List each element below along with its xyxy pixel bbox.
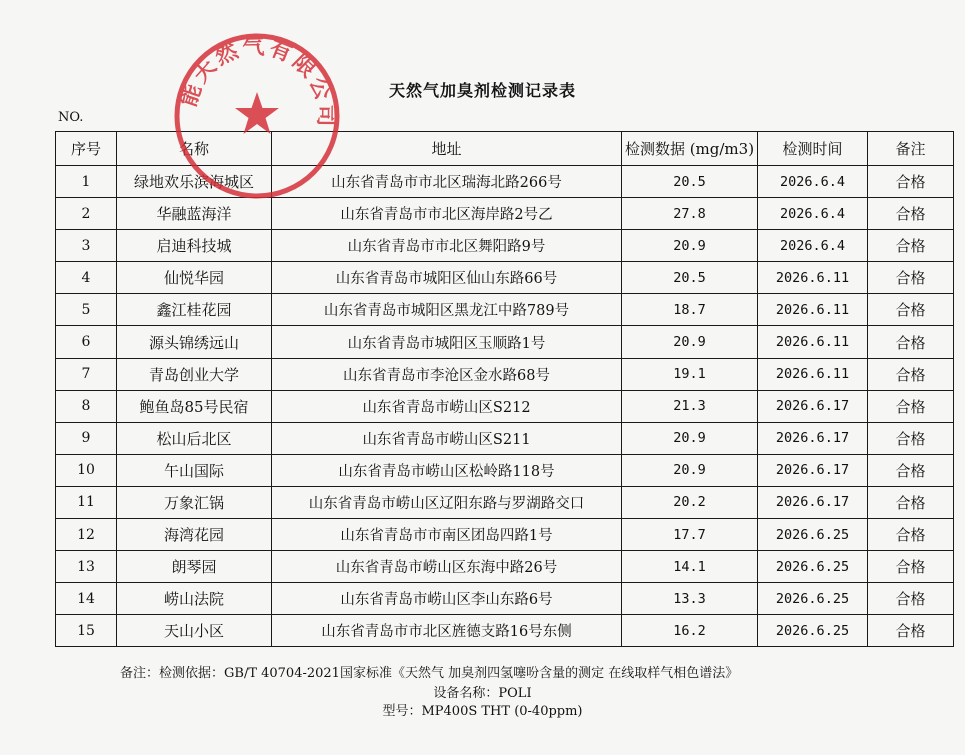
- cell-seq: 8: [56, 390, 117, 422]
- cell-address: 山东省青岛市崂山区S211: [272, 422, 622, 454]
- cell-note: 合格: [868, 326, 954, 358]
- cell-value: 20.9: [622, 454, 758, 486]
- footer-device-name: 设备名称：POLI: [433, 686, 532, 701]
- cell-name: 鲍鱼岛85号民宿: [117, 390, 272, 422]
- cell-time: 2026.6.25: [758, 583, 868, 615]
- cell-name: 青岛创业大学: [117, 358, 272, 390]
- cell-value: 19.1: [622, 358, 758, 390]
- table-row: [56, 422, 954, 454]
- cell-note: 合格: [868, 294, 954, 326]
- table-row: [56, 230, 954, 262]
- cell-time: 2026.6.4: [758, 166, 868, 198]
- cell-seq: 4: [56, 262, 117, 294]
- cell-time: 2026.6.17: [758, 390, 868, 422]
- svg-text:能天然气有限公司: 能天然气有限公司: [175, 33, 340, 130]
- table-row: [56, 583, 954, 615]
- cell-address: 山东省青岛市市北区海岸路2号乙: [272, 198, 622, 230]
- table-row: [56, 486, 954, 518]
- detection-record-table: [55, 131, 954, 647]
- cell-seq: 13: [56, 551, 117, 583]
- cell-value: 16.2: [622, 615, 758, 647]
- header-name: 名称: [117, 132, 272, 166]
- table-row: [56, 615, 954, 647]
- cell-time: 2026.6.11: [758, 326, 868, 358]
- cell-note: 合格: [868, 551, 954, 583]
- cell-address: 山东省青岛市城阳区仙山东路66号: [272, 262, 622, 294]
- table-row: [56, 166, 954, 198]
- cell-seq: 9: [56, 422, 117, 454]
- cell-seq: 14: [56, 583, 117, 615]
- cell-time: 2026.6.4: [758, 198, 868, 230]
- header-note: 备注: [868, 132, 954, 166]
- table-row: [56, 358, 954, 390]
- cell-address: 山东省青岛市市北区旌德支路16号东侧: [272, 615, 622, 647]
- cell-note: 合格: [868, 166, 954, 198]
- cell-time: 2026.6.11: [758, 358, 868, 390]
- cell-value: 20.5: [622, 166, 758, 198]
- cell-name: 源头锦绣远山: [117, 326, 272, 358]
- cell-address: 山东省青岛市崂山区辽阳东路与罗湖路交口: [272, 486, 622, 518]
- document-number-label: NO.: [58, 110, 84, 125]
- cell-seq: 3: [56, 230, 117, 262]
- document-title: 天然气加臭剂检测记录表: [388, 81, 576, 100]
- header-address: 地址: [272, 132, 622, 166]
- cell-address: 山东省青岛市城阳区黑龙江中路789号: [272, 294, 622, 326]
- table-row: [56, 551, 954, 583]
- table-row: [56, 198, 954, 230]
- cell-time: 2026.6.4: [758, 230, 868, 262]
- cell-seq: 2: [56, 198, 117, 230]
- cell-name: 万象汇锅: [117, 486, 272, 518]
- footer-model: 型号：MP400S THT (0-40ppm): [382, 704, 583, 719]
- cell-time: 2026.6.17: [758, 486, 868, 518]
- cell-note: 合格: [868, 390, 954, 422]
- cell-name: 海湾花园: [117, 519, 272, 551]
- cell-seq: 10: [56, 454, 117, 486]
- cell-name: 华融蓝海洋: [117, 198, 272, 230]
- table-row: [56, 519, 954, 551]
- cell-seq: 5: [56, 294, 117, 326]
- cell-note: 合格: [868, 198, 954, 230]
- table-row: [56, 294, 954, 326]
- cell-value: 21.3: [622, 390, 758, 422]
- table-row: [56, 326, 954, 358]
- table-row: [56, 390, 954, 422]
- cell-value: 20.2: [622, 486, 758, 518]
- cell-value: 20.9: [622, 422, 758, 454]
- cell-value: 13.3: [622, 583, 758, 615]
- cell-address: 山东省青岛市崂山区东海中路26号: [272, 551, 622, 583]
- cell-seq: 15: [56, 615, 117, 647]
- cell-value: 14.1: [622, 551, 758, 583]
- cell-address: 山东省青岛市城阳区玉顺路1号: [272, 326, 622, 358]
- cell-note: 合格: [868, 486, 954, 518]
- cell-address: 山东省青岛市市北区瑞海北路266号: [272, 166, 622, 198]
- cell-seq: 7: [56, 358, 117, 390]
- cell-value: 20.9: [622, 230, 758, 262]
- cell-address: 山东省青岛市崂山区李山东路6号: [272, 583, 622, 615]
- cell-time: 2026.6.17: [758, 422, 868, 454]
- cell-value: 18.7: [622, 294, 758, 326]
- cell-note: 合格: [868, 615, 954, 647]
- cell-name: 松山后北区: [117, 422, 272, 454]
- cell-name: 启迪科技城: [117, 230, 272, 262]
- cell-name: 绿地欢乐滨海城区: [117, 166, 272, 198]
- table-row: [56, 262, 954, 294]
- cell-name: 仙悦华园: [117, 262, 272, 294]
- cell-note: 合格: [868, 519, 954, 551]
- cell-address: 山东省青岛市崂山区松岭路118号: [272, 454, 622, 486]
- cell-time: 2026.6.25: [758, 615, 868, 647]
- cell-seq: 12: [56, 519, 117, 551]
- cell-seq: 11: [56, 486, 117, 518]
- cell-note: 合格: [868, 262, 954, 294]
- cell-address: 山东省青岛市崂山区S212: [272, 390, 622, 422]
- cell-seq: 1: [56, 166, 117, 198]
- table-row: [56, 454, 954, 486]
- table-header-row: [56, 132, 954, 166]
- cell-value: 20.5: [622, 262, 758, 294]
- cell-time: 2026.6.11: [758, 262, 868, 294]
- cell-seq: 6: [56, 326, 117, 358]
- cell-value: 17.7: [622, 519, 758, 551]
- cell-note: 合格: [868, 358, 954, 390]
- cell-address: 山东省青岛市李沧区金水路68号: [272, 358, 622, 390]
- cell-name: 午山国际: [117, 454, 272, 486]
- footer-test-basis: 备注：检测依据：GB/T 40704-2021国家标准《天然气 加臭剂四氢噻吩含量的测定 在线取样气相色谱法》: [120, 666, 739, 681]
- cell-note: 合格: [868, 422, 954, 454]
- cell-time: 2026.6.17: [758, 454, 868, 486]
- cell-name: 崂山法院: [117, 583, 272, 615]
- cell-address: 山东省青岛市市北区舞阳路9号: [272, 230, 622, 262]
- cell-note: 合格: [868, 454, 954, 486]
- cell-address: 山东省青岛市市南区团岛四路1号: [272, 519, 622, 551]
- header-seq: 序号: [56, 132, 117, 166]
- header-value: 检测数据 (mg/m3): [622, 132, 758, 166]
- cell-time: 2026.6.25: [758, 551, 868, 583]
- cell-time: 2026.6.11: [758, 294, 868, 326]
- cell-note: 合格: [868, 583, 954, 615]
- cell-time: 2026.6.25: [758, 519, 868, 551]
- cell-name: 鑫江桂花园: [117, 294, 272, 326]
- cell-name: 天山小区: [117, 615, 272, 647]
- cell-value: 20.9: [622, 326, 758, 358]
- header-time: 检测时间: [758, 132, 868, 166]
- cell-note: 合格: [868, 230, 954, 262]
- cell-name: 朗琴园: [117, 551, 272, 583]
- cell-value: 27.8: [622, 198, 758, 230]
